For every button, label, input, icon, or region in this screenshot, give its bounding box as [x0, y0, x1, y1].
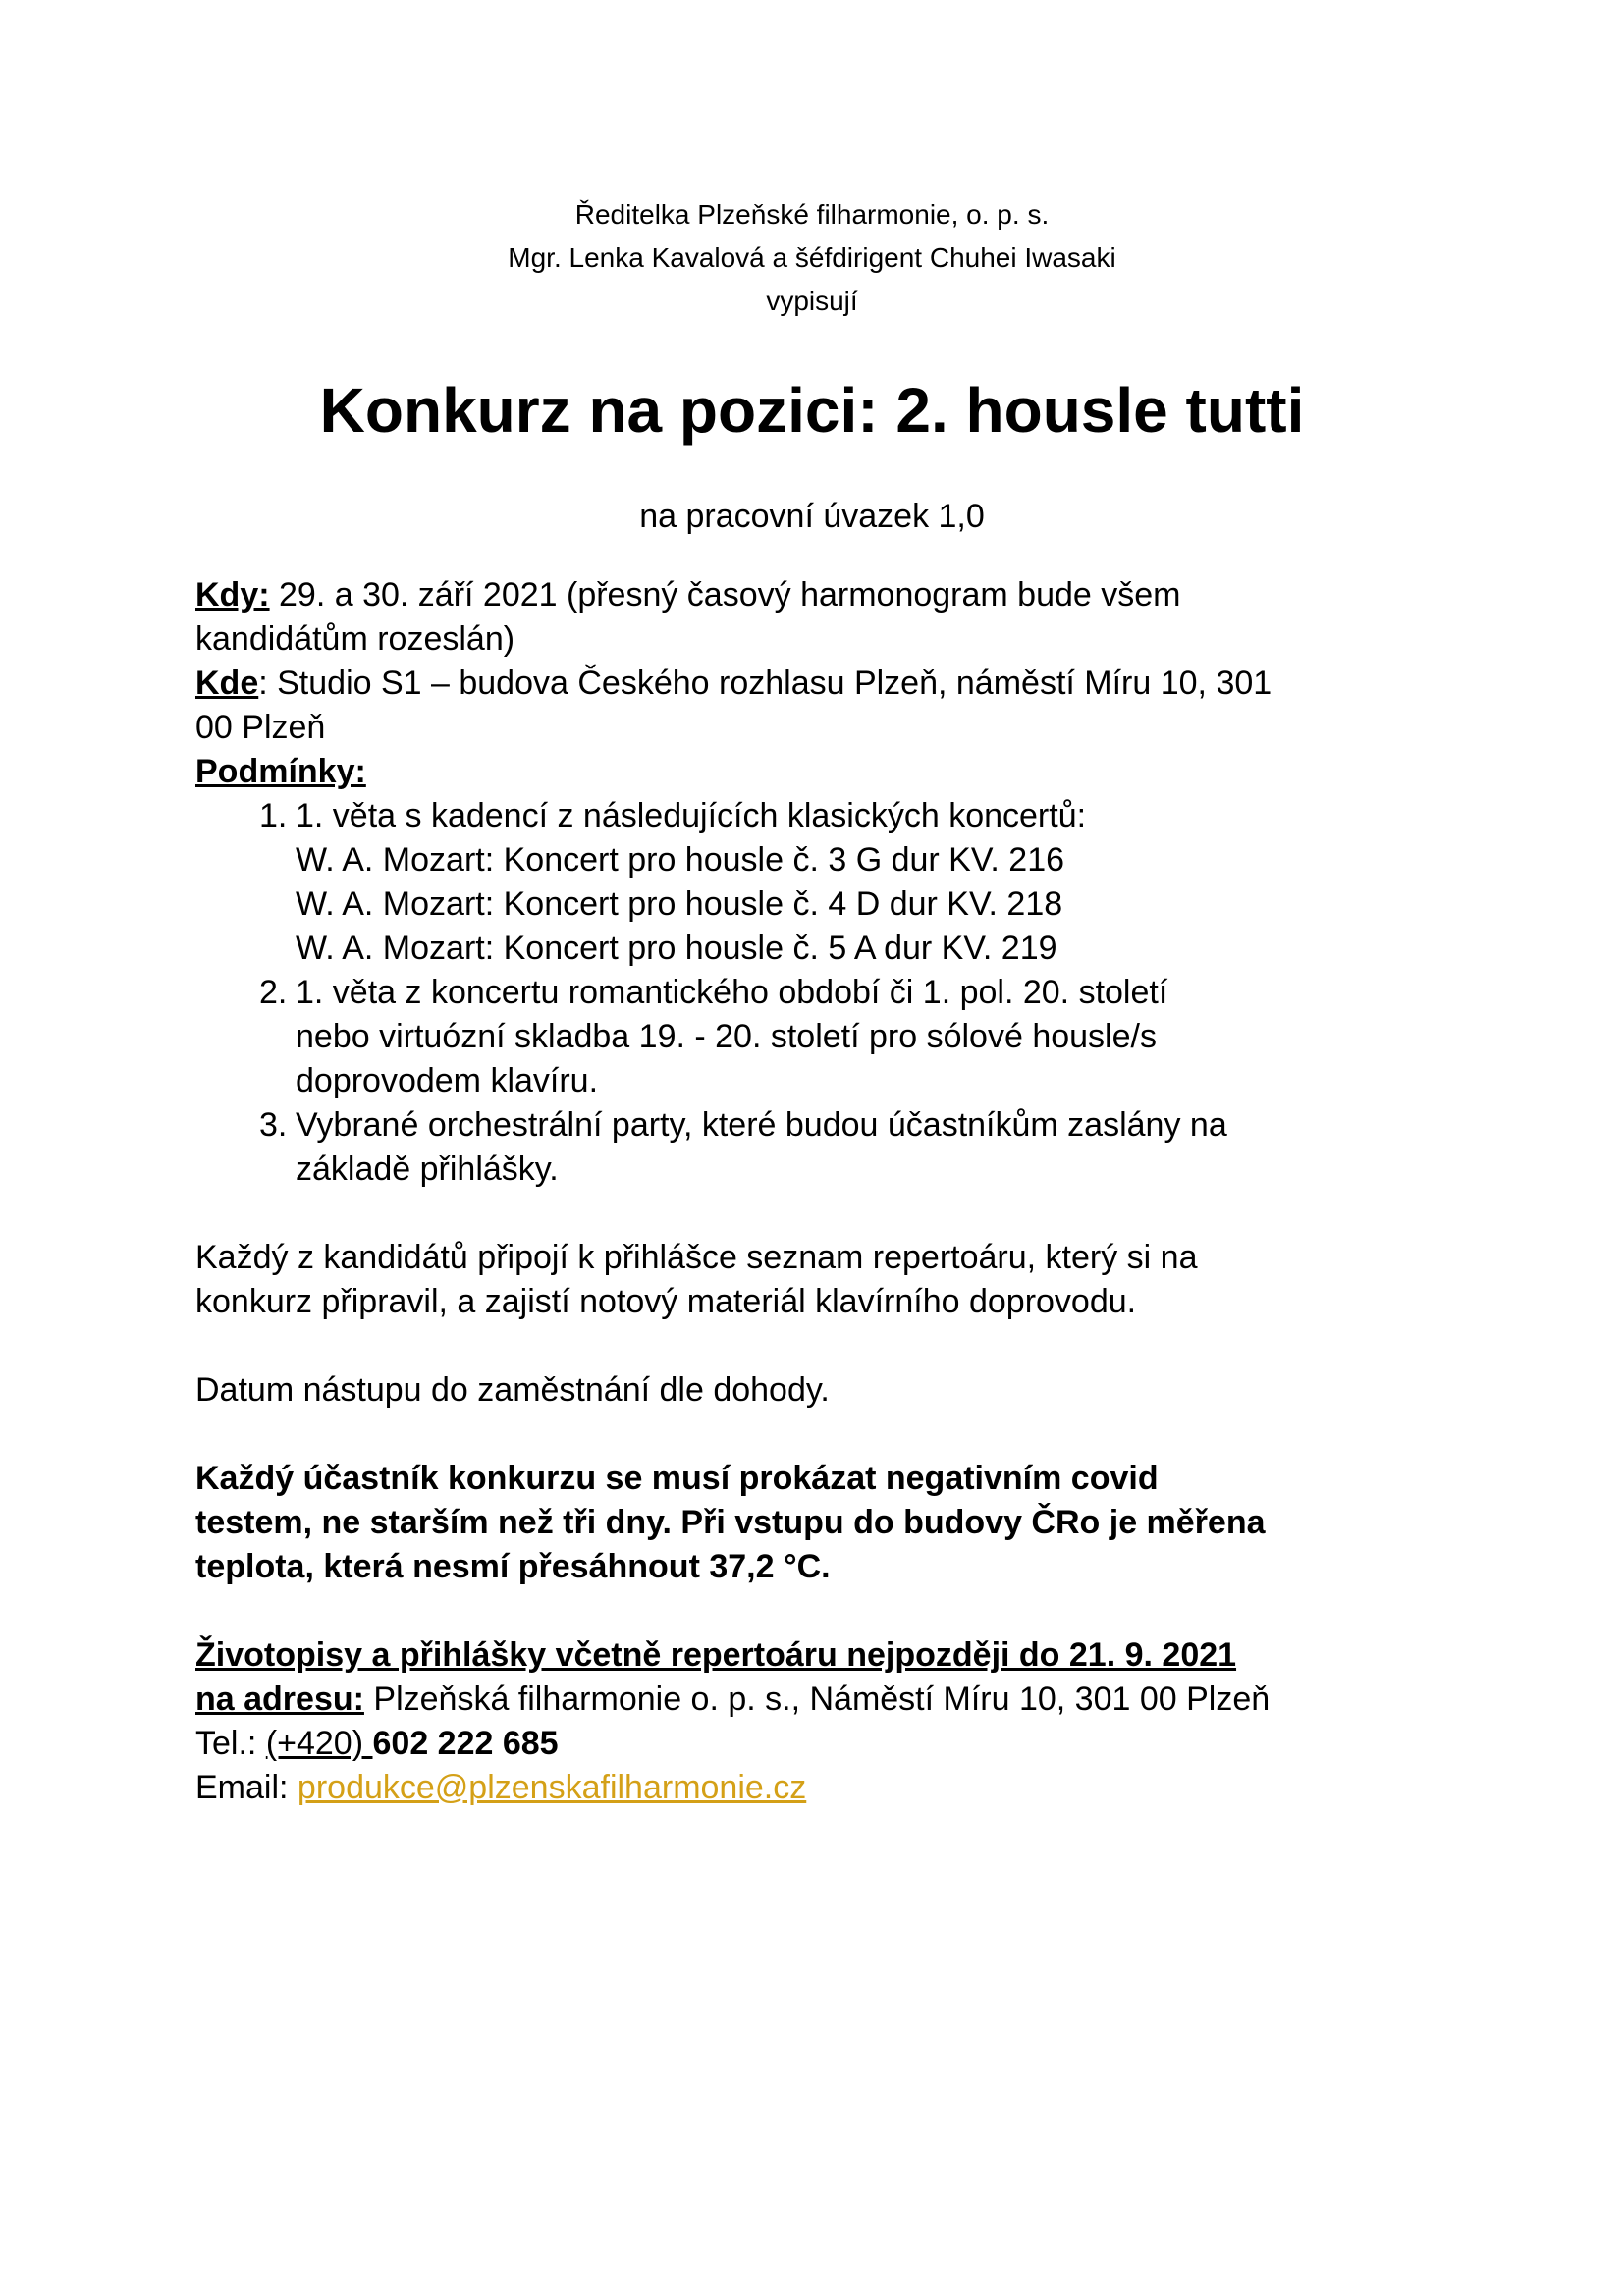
kde-text-1: : Studio S1 – budova Českého rozhlasu Plzeň, náměstí Míru 10, 301 [258, 665, 1272, 702]
document-header [0, 193, 1624, 323]
list-item-line: W. A. Mozart: Koncert pro housle č. 5 A dur KV. 219 [296, 930, 1057, 967]
phone-number: 602 222 685 [372, 1725, 559, 1762]
kde-line-1 [195, 662, 1452, 706]
kde-line-2: 00 Plzeň [195, 709, 326, 746]
list-item-line: W. A. Mozart: Koncert pro housle č. 4 D dur KV. 218 [296, 885, 1063, 923]
kde-label: Kde [195, 665, 259, 702]
email-link[interactable]: produkce@plzenskafilharmonie.cz [297, 1769, 807, 1806]
header-line-announce: vypisují [766, 286, 858, 316]
spacer [195, 1413, 1452, 1457]
conditions-list [195, 794, 1452, 1192]
list-item-line: W. A. Mozart: Koncert pro housle č. 3 G dur KV. 216 [296, 841, 1065, 879]
list-item [195, 971, 1452, 1103]
email-line [195, 1766, 1452, 1810]
header-line-director: Ředitelka Plzeňské filharmonie, o. p. s. [574, 199, 1050, 230]
list-item-line: 1. věta z koncertu romantického období či 1. pol. 20. století [296, 974, 1168, 1011]
spacer [195, 1324, 1452, 1368]
list-item-line: základě přihlášky. [296, 1150, 559, 1188]
list-item [195, 1103, 1452, 1192]
address-text: Plzeňská filharmonie o. p. s., Náměstí Míru 10, 301 00 Plzeň [363, 1681, 1271, 1718]
list-item-lines [296, 1103, 1227, 1192]
covid-line-1: Každý účastník konkurzu se musí prokázat negativním covid [195, 1460, 1159, 1497]
list-item-number: 2. [259, 974, 288, 1011]
list-item-line: nebo virtuózní skladba 19. - 20. století pro sólové housle/s [296, 1018, 1157, 1055]
list-item-number: 1. [259, 797, 288, 834]
list-item-lines [296, 794, 1086, 971]
kdy-line-2: kandidátům rozeslán) [195, 620, 515, 658]
kdy-label: Kdy: [195, 576, 270, 614]
list-item-number: 3. [259, 1106, 288, 1144]
email-label: Email: [195, 1769, 298, 1806]
paragraph-candidates-line-1: Každý z kandidátů připojí k přihlášce seznam repertoáru, který si na [195, 1239, 1198, 1276]
list-item-line: Vybrané orchestrální party, které budou účastníkům zaslány na [296, 1106, 1227, 1144]
phone-label: Tel.: [195, 1725, 266, 1762]
list-item-lines [296, 971, 1167, 1103]
podminky-label: Podmínky: [195, 753, 366, 790]
kdy-text-1: 29. a 30. září 2021 (přesný časový harmonogram bude všem [269, 576, 1181, 614]
deadline-line: Životopisy a přihlášky včetně repertoáru nejpozději do 21. 9. 2021 [195, 1636, 1237, 1674]
list-item-line: doprovodem klavíru. [296, 1062, 599, 1099]
phone-prefix: (+420) [265, 1725, 373, 1762]
covid-line-2: testem, ne starším než tři dny. Při vstupu do budovy ČRo je měřena [195, 1504, 1266, 1541]
spacer [195, 1192, 1452, 1236]
document-body [195, 573, 1452, 1810]
document-title: Konkurz na pozici: 2. housle tutti [319, 375, 1305, 446]
paragraph-start-date: Datum nástupu do zaměstnání dle dohody. [195, 1371, 830, 1409]
covid-line-3: teplota, která nesmí přesáhnout 37,2 °C. [195, 1548, 831, 1585]
list-item [195, 794, 1452, 971]
address-label: na adresu: [195, 1681, 364, 1718]
list-item-line: 1. věta s kadencí z následujících klasických koncertů: [296, 797, 1087, 834]
paragraph-candidates-line-2: konkurz připravil, a zajistí notový materiál klavírního doprovodu. [195, 1283, 1137, 1320]
kdy-line-1 [195, 573, 1452, 617]
phone-line [195, 1722, 1452, 1766]
address-line [195, 1678, 1452, 1722]
header-line-names: Mgr. Lenka Kavalová a šéfdirigent Chuhei Iwasaki [508, 242, 1116, 273]
spacer [195, 1589, 1452, 1633]
document-subtitle: na pracovní úvazek 1,0 [639, 498, 985, 535]
